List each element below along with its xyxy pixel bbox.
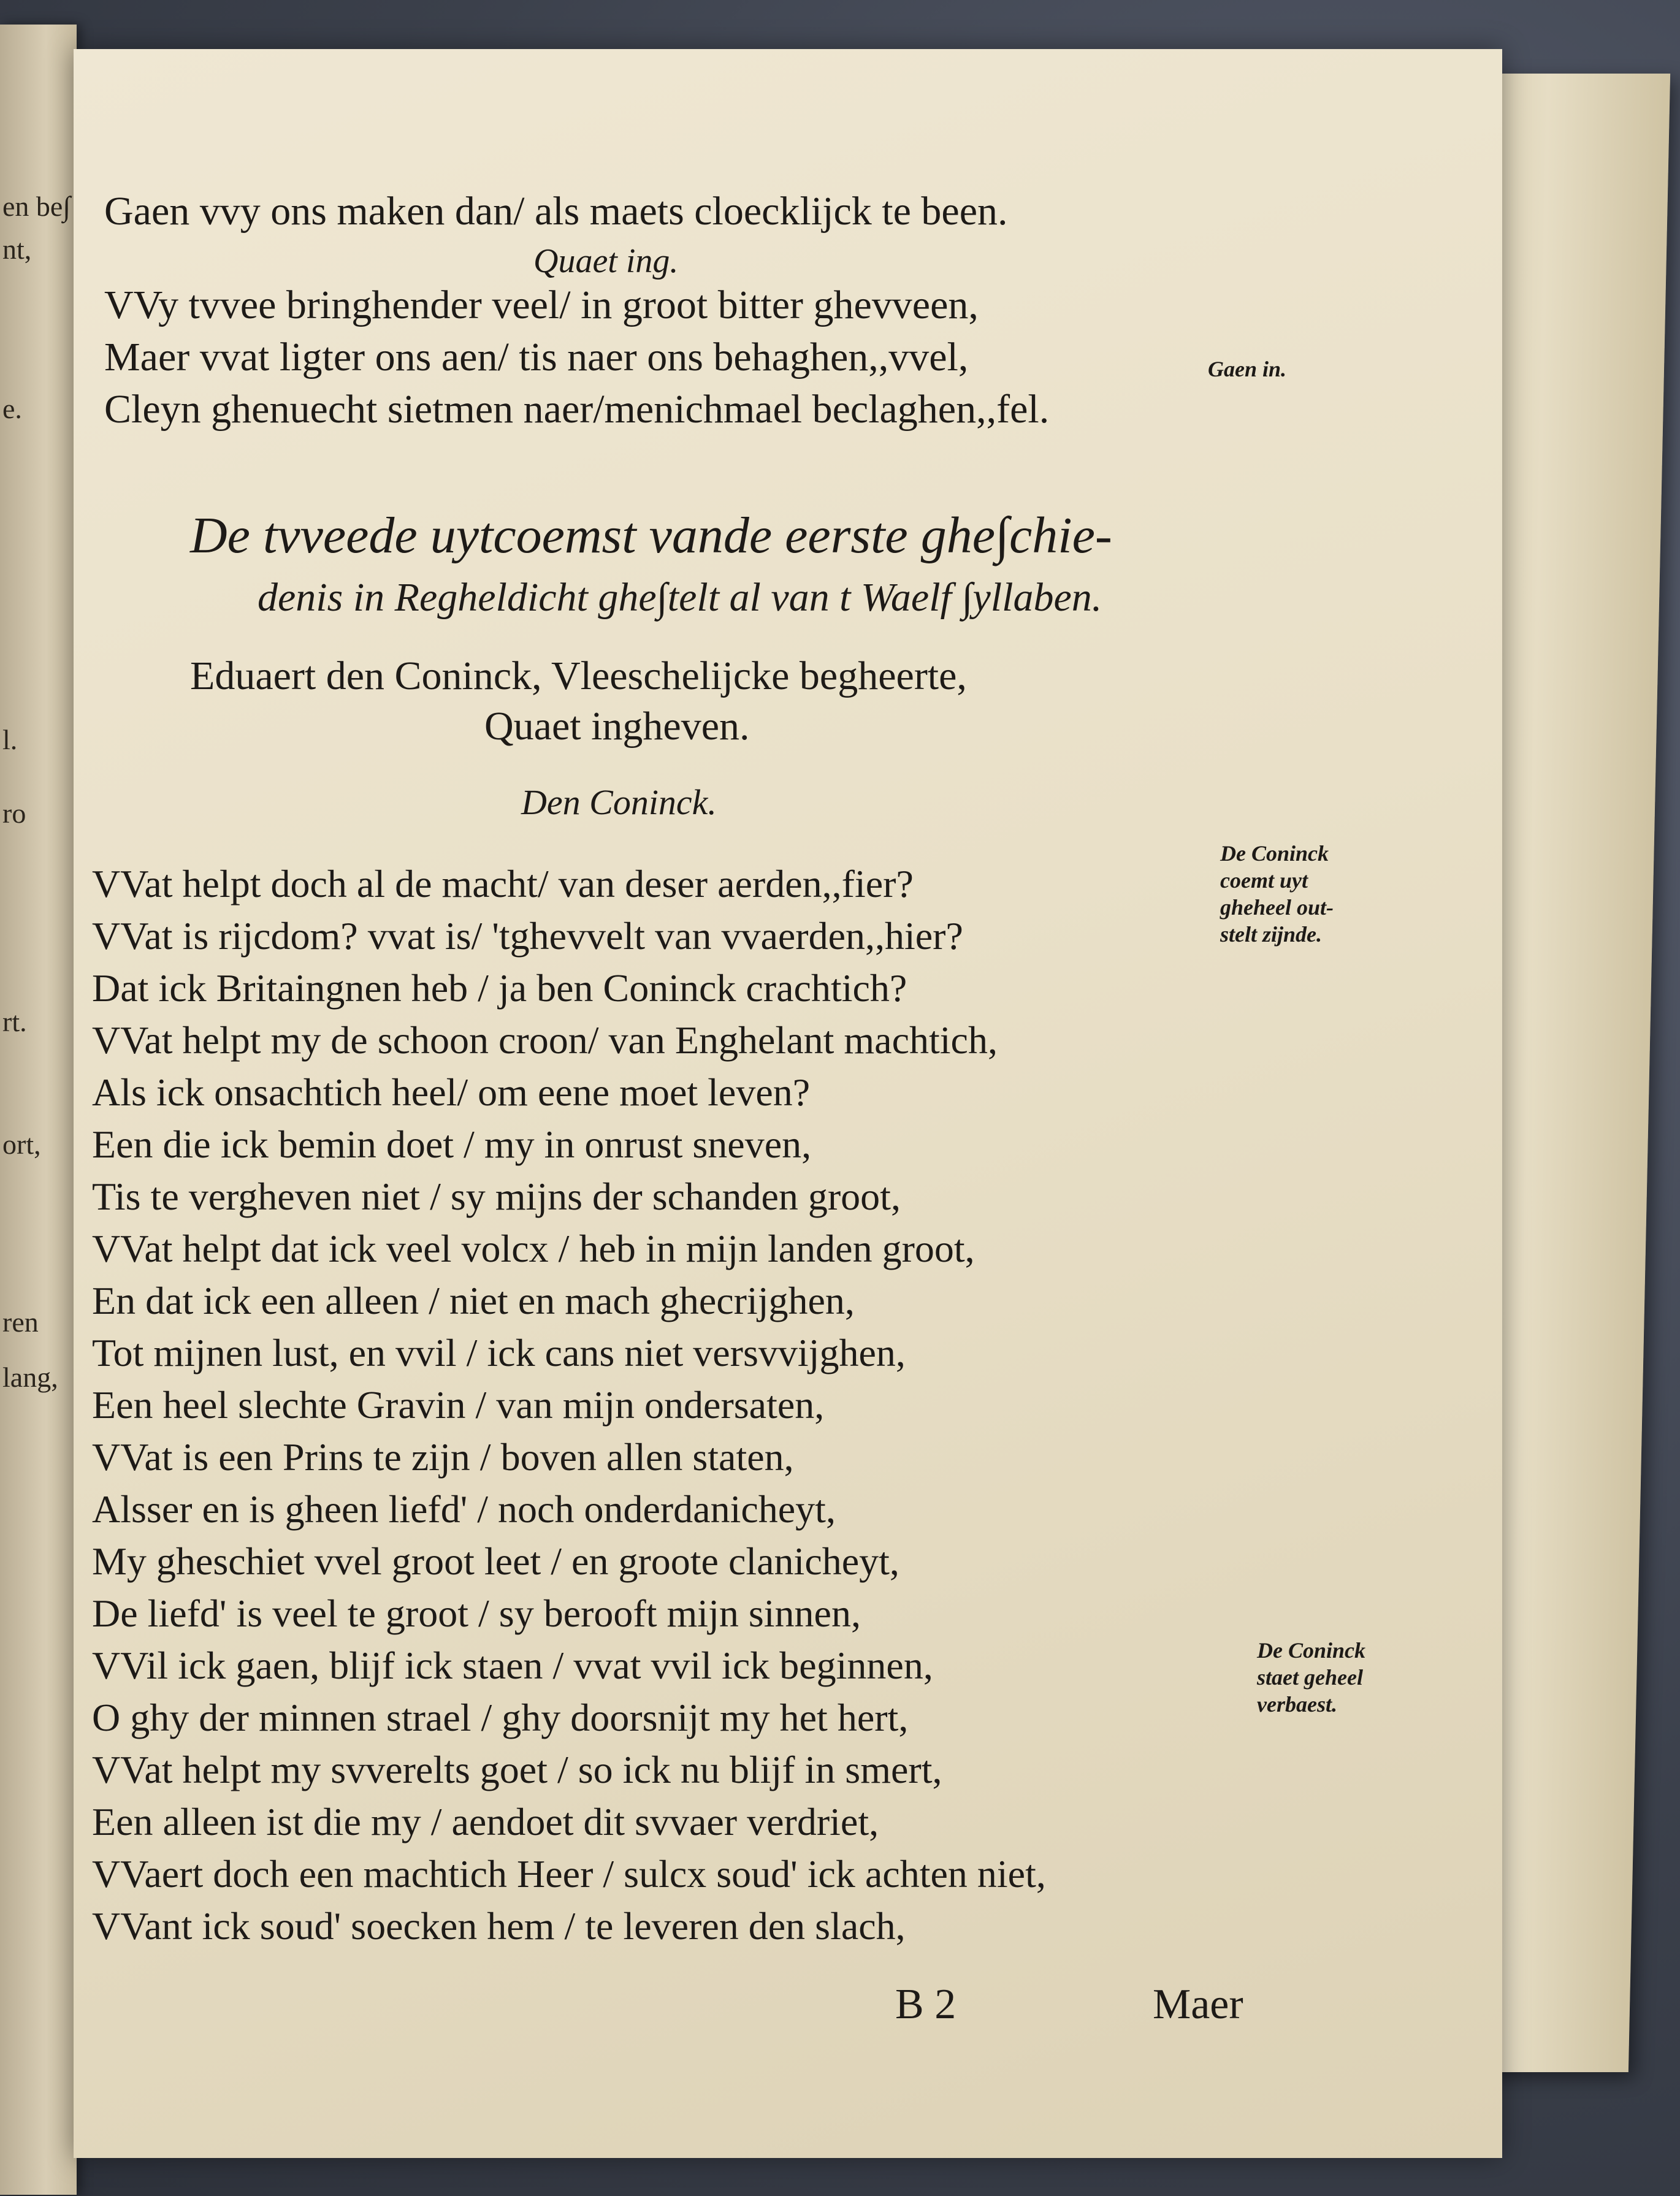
margin-note-verbaest: [1257, 1637, 1365, 1718]
verse-line: Als ick onsachtich heel/ om eene moet leven?: [92, 1070, 811, 1114]
top-line: Cleyn ghenuecht sietmen naer/menichmael beclaghen,,fel.: [104, 387, 1050, 432]
left-fragment: rt.: [2, 1006, 27, 1037]
speaker-name: Den Coninck.: [521, 782, 717, 822]
verse-line: En dat ick een alleen / niet en mach ghecrijghen,: [92, 1279, 855, 1322]
verse-line: VVat helpt doch al de macht/ van deser aerden,,fier?: [92, 862, 914, 905]
cast-list: Eduaert den Coninck, Vleeschelijcke begheerte,: [190, 654, 967, 698]
verse-line: VVant ick soud' soecken hem / te leveren den slach,: [92, 1904, 906, 1948]
margin-note-coninck: [1220, 840, 1334, 948]
verse-line: VVaert doch een machtich Heer / sulcx soud' ick achten niet,: [92, 1852, 1046, 1896]
top-line: VVy tvvee bringhender veel/ in groot bitter ghevveen,: [104, 283, 979, 327]
book-page: [74, 49, 1502, 2158]
signature-mark: B 2: [895, 1981, 956, 2028]
margin-note-line: stelt zijnde.: [1220, 922, 1323, 947]
verse-line: VVat is een Prins te zijn / boven allen staten,: [92, 1435, 794, 1479]
left-page-edge: [0, 25, 77, 2195]
margin-note-line: coemt uyt: [1220, 868, 1308, 893]
verse-line: Alsser en is gheen liefd' / noch onderdanicheyt,: [92, 1487, 836, 1531]
verse-line: Tis te vergheven niet / sy mijns der schanden groot,: [92, 1175, 901, 1218]
verse-line: VVat helpt my de schoon croon/ van Enghelant machtich,: [92, 1018, 998, 1062]
left-fragment: e.: [2, 393, 22, 424]
margin-note-line: staet geheel: [1257, 1665, 1363, 1690]
verse-line: VVil ick gaen, blijf ick staen / vvat vvil ick beginnen,: [92, 1644, 933, 1687]
section-heading: De tvveede uytcoemst vande eerste ghe∫chie-: [190, 507, 1112, 564]
verse-line: VVat helpt my svverelts goet / so ick nu blijf in smert,: [92, 1748, 942, 1791]
cast-list: Quaet ingheven.: [484, 704, 750, 749]
verse-line: Tot mijnen lust, en vvil / ick cans niet versvvijghen,: [92, 1331, 906, 1374]
verse-line: Een heel slechte Gravin / van mijn ondersaten,: [92, 1383, 825, 1427]
verse-line: VVat helpt dat ick veel volcx / heb in mijn landen groot,: [92, 1227, 975, 1270]
top-line: Maer vvat ligter ons aen/ tis naer ons behaghen,,vvel,: [104, 335, 969, 379]
margin-note-line: De Coninck: [1220, 841, 1329, 866]
verse-line: De liefd' is veel te groot / sy berooft mijn sinnen,: [92, 1592, 861, 1635]
left-fragment: ort,: [2, 1129, 41, 1160]
left-fragment: ren: [2, 1306, 39, 1338]
margin-note-line: verbaest.: [1257, 1692, 1337, 1717]
left-fragment: nt,: [2, 234, 32, 265]
verse-line: Dat ick Britaingnen heb / ja ben Coninck crachtich?: [92, 966, 907, 1010]
verse-line: VVat is rijcdom? vvat is/ 'tghevvelt van vvaerden,,hier?: [92, 914, 963, 958]
verse-line: Een die ick bemin doet / my in onrust sneven,: [92, 1123, 812, 1166]
margin-note-line: gheheel out-: [1220, 895, 1334, 920]
left-fragment: en be∫: [2, 191, 71, 222]
verse-line: Een alleen ist die my / aendoet dit svvaer verdriet,: [92, 1800, 879, 1843]
section-heading-sub: denis in Regheldicht ghe∫telt al van t Waelf ∫yllaben.: [258, 575, 1102, 620]
verse-line: My gheschiet vvel groot leet / en groote clanicheyt,: [92, 1539, 899, 1583]
catchword: Maer: [1153, 1981, 1243, 2028]
margin-note-line: De Coninck: [1257, 1638, 1366, 1663]
verse-line: O ghy der minnen strael / ghy doorsnijt my het hert,: [92, 1696, 909, 1739]
top-line: Gaen vvy ons maken dan/ als maets cloecklijck te been.: [104, 189, 1008, 234]
left-fragment: l.: [2, 724, 18, 755]
left-fragment: ro: [2, 798, 26, 829]
left-fragment: lang,: [2, 1362, 58, 1393]
margin-note-gaen-in: Gaen in.: [1208, 357, 1287, 381]
top-stage-direction: Quaet ing.: [533, 242, 679, 280]
